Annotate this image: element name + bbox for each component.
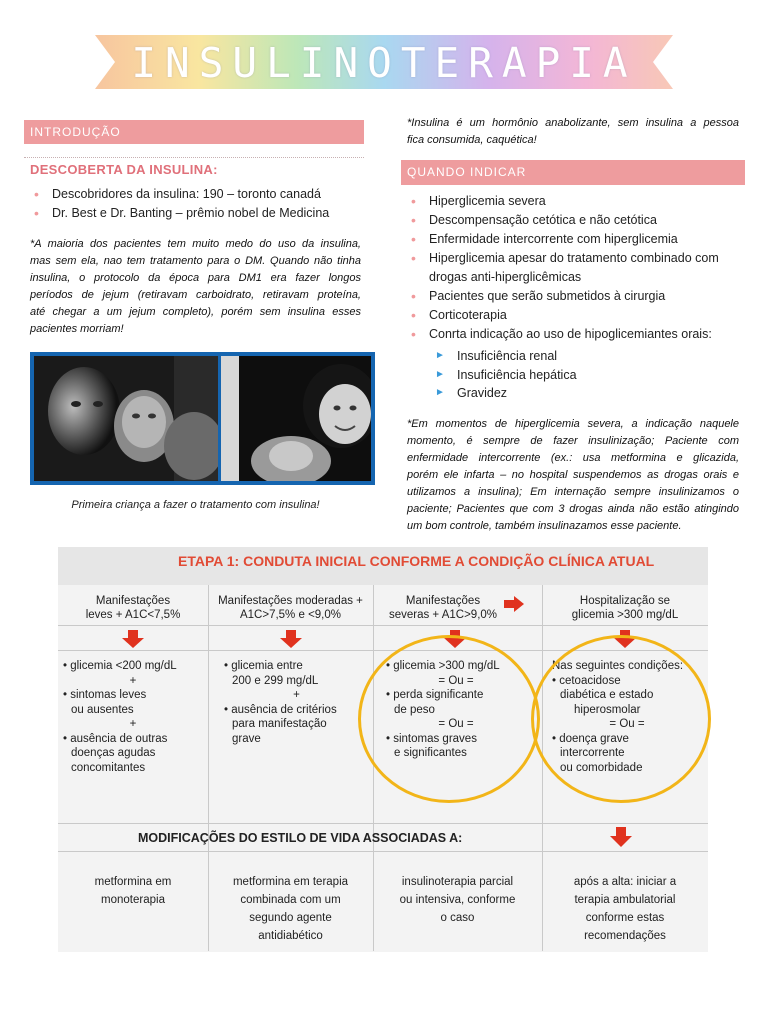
- criteria-cell: Nas seguintes condições: • cetoacidose diabética e estado hiperosmolar = Ou = • doença grave intercorrente ou comorbidade: [552, 660, 684, 774]
- sub-list-item: ► Gravidez: [431, 384, 751, 403]
- list-item: • Pacientes que serão submetidos à cirurgia: [407, 287, 745, 306]
- photo-mother-child: [34, 356, 218, 481]
- down-arrow-icon: [122, 630, 144, 648]
- down-arrow-icon: [280, 630, 302, 648]
- section-quando-indicar: QUANDO INDICAR: [401, 160, 745, 185]
- therapy-cell: metformina em terapia combinada com um segundo agente antidiabético: [232, 876, 349, 942]
- down-arrow-icon: [610, 827, 632, 847]
- row-divider: [58, 823, 708, 824]
- therapy-cell: insulinoterapia parcial ou intensiva, conforme o caso: [399, 876, 516, 924]
- therapy-cell: após a alta: iniciar a terapia ambulatorial conforme estas recomendações: [573, 876, 677, 942]
- table-title: ETAPA 1: CONDUTA INICIAL CONFORME A CONDIÇÃO CLÍNICA ATUAL: [178, 553, 655, 569]
- list-item: • Hiperglicemia severa: [407, 192, 745, 211]
- criteria-cell: • glicemia <200 mg/dL + • sintomas leves ou ausentes + • ausência de outras doenças agudas concomitantes: [63, 660, 177, 774]
- conduta-table: [58, 547, 708, 952]
- divider: [24, 157, 364, 158]
- contraindications-sublist: [407, 347, 751, 403]
- table-header: [58, 547, 708, 585]
- list-item: • Descobridores da insulina: 190 – toronto canadá: [30, 185, 365, 204]
- criteria-cell: • glicemia entre 200 e 299 mg/dL + • ausência de critérios para manifestação grave: [224, 660, 337, 745]
- list-item: • Conrta indicação ao uso de hipoglicemiantes orais:: [407, 325, 745, 344]
- highlight-circle: [531, 635, 711, 803]
- sub-list-item: ► Insuficiência hepática: [431, 366, 751, 385]
- row-divider: [58, 625, 708, 626]
- row-divider: [58, 851, 708, 852]
- photo-child-after: [221, 356, 371, 481]
- therapy-cell: metformina em monoterapia: [94, 876, 172, 906]
- hyperglycemia-note: *Em momentos de hiperglicemia severa, a indicação naquele momento, é sempre de fazer insulinização; Paciente com enfermidade intercorrente (ex.: usa metformina e glicazida, porém ele infarta – no hospital suspendemos as drogas orais e utilizamos a insulina); Em internação sempre insulinizamos o paciente; Pacientes que com 3 drogas ainda não estão atingindo um bom controle, também insulinazamos esse paciente.: [407, 418, 739, 532]
- photo-caption: Primeira criança a fazer o tratamento com insulina!: [71, 499, 320, 511]
- list-item: • Dr. Best e Dr. Banting – prêmio nobel de Medicina: [30, 204, 365, 223]
- highlight-circle: [358, 635, 540, 803]
- column-title: Manifestações leves + A1C<7,5%: [85, 595, 181, 621]
- column-title: Hospitalização se glicemia >300 mg/dL: [571, 595, 679, 621]
- list-item: • Descompensação cetótica e não cetótica: [407, 211, 745, 230]
- sub-list-item: ► Insuficiência renal: [431, 347, 751, 366]
- list-item: • Corticoterapia: [407, 306, 745, 325]
- list-item: • Hiperglicemia apesar do tratamento combinado com drogas anti-hiperglicêmicas: [407, 249, 745, 287]
- intro-note: *A maioria dos pacientes tem muito medo do uso da insulina, mas sem ela, nao tem tratamento para o DM. Quando não tinha insulina, o protocolo da época para DM1 era fazer longos períodos de jejum (retiravam carboidrato, retiravam proteína, até chegar a um jejum completo), porém sem insulina esses pacientes morriam!: [30, 238, 361, 335]
- modifications-heading: MODIFICAÇÕES DO ESTILO DE VIDA ASSOCIADAS A:: [138, 831, 463, 845]
- insulin-note: *Insulina é um hormônio anabolizante, sem insulina a pessoa fica consumida, caquética!: [407, 117, 739, 146]
- discovery-heading: DESCOBERTA DA INSULINA:: [30, 162, 218, 177]
- list-item: • Enfermidade intercorrente com hiperglicemia: [407, 230, 745, 249]
- historical-photo: [30, 352, 375, 485]
- page-title: INSULINOTERAPIA: [131, 39, 637, 87]
- criteria-cell: • glicemia >300 mg/dL = Ou = • perda significante de peso = Ou = • sintomas graves e significantes: [386, 660, 500, 759]
- column-title: Manifestações severas + A1C>9,0%: [388, 595, 498, 621]
- column-title: Manifestações moderadas + A1C>7,5% e <9,0%: [218, 595, 363, 621]
- right-arrow-icon: [504, 596, 524, 612]
- discovery-list: [30, 185, 365, 223]
- section-introducao: INTRODUÇÃO: [24, 120, 364, 144]
- indications-list: [407, 192, 745, 344]
